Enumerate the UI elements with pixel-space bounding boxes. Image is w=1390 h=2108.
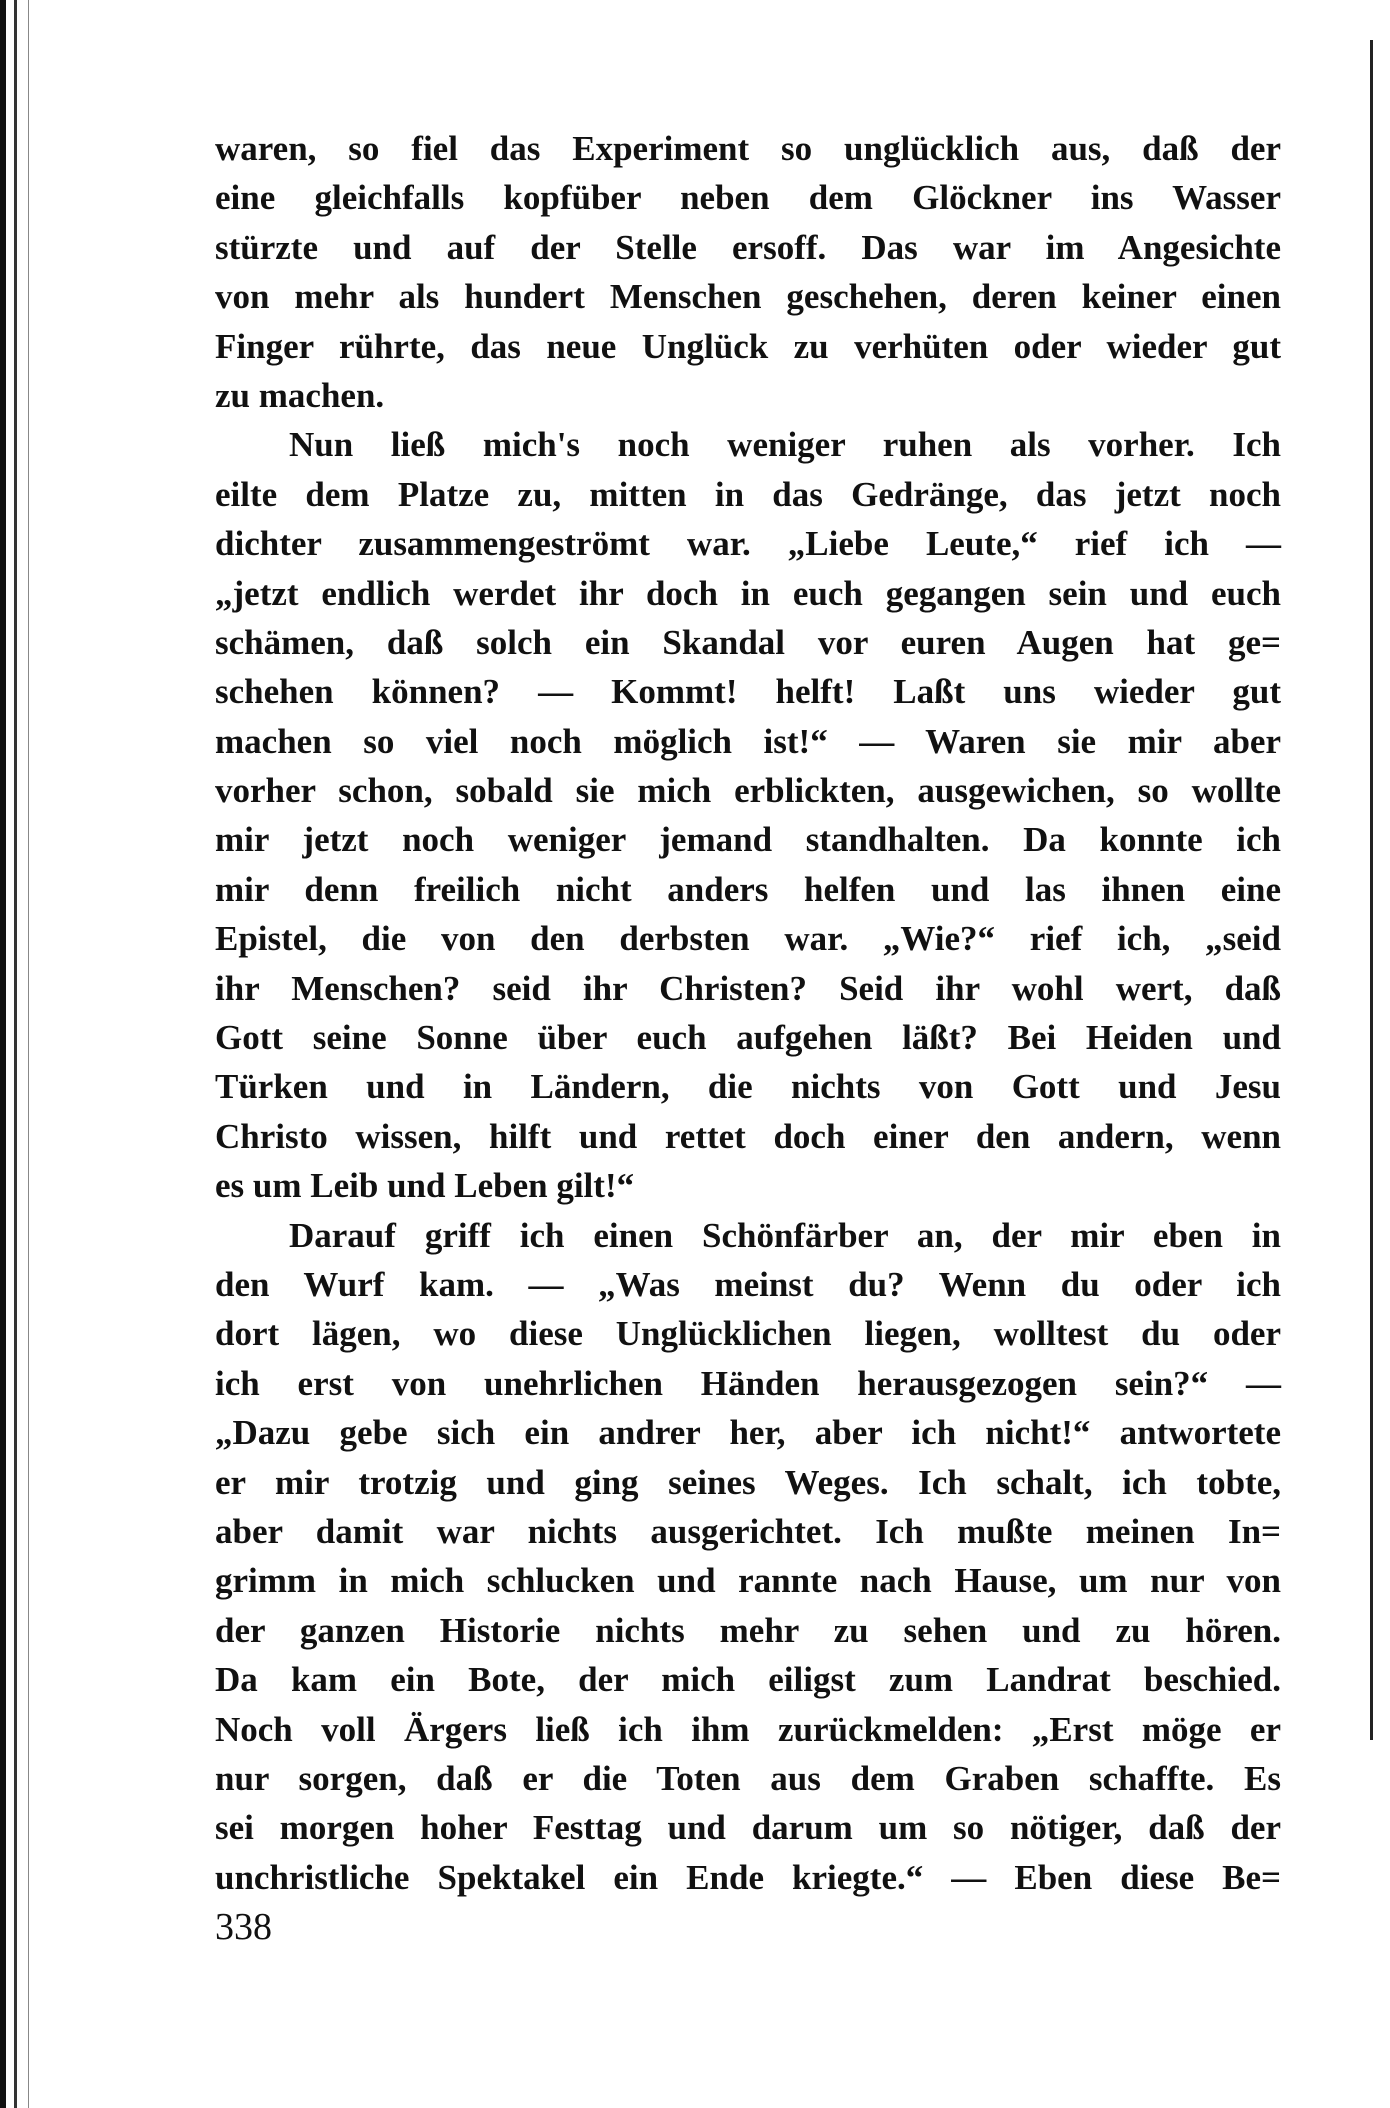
text-line: Da kam ein Bote, der mich eiligst zum Landrat beschied. <box>215 1660 1281 1700</box>
text-line: Nun ließ mich's noch weniger ruhen als vorher. Ich <box>289 425 1281 465</box>
body-text <box>215 124 1281 1902</box>
text-line: zu machen. <box>215 375 385 415</box>
scan-edge-left <box>0 0 6 2108</box>
page-number: 338 <box>215 1906 272 1948</box>
text-line: unchristliche Spektakel ein Ende kriegte.“ — Eben diese Be= <box>215 1857 1281 1897</box>
scan-edge-right <box>1370 40 1373 1740</box>
text-line: dichter zusammengeströmt war. „Liebe Leute,“ rief ich — <box>215 524 1281 564</box>
text-line: Darauf griff ich einen Schönfärber an, der mir eben in <box>289 1215 1281 1255</box>
text-line: „Dazu gebe sich ein andrer her, aber ich nicht!“ antwortete <box>215 1413 1281 1453</box>
text-line: schämen, daß solch ein Skandal vor euren Augen hat ge= <box>215 622 1281 662</box>
text-line: mir jetzt noch weniger jemand standhalten. Da konnte ich <box>215 820 1281 860</box>
text-line: Epistel, die von den derbsten war. „Wie?“ rief ich, „seid <box>215 919 1281 959</box>
text-line: es um Leib und Leben gilt!“ <box>215 1166 635 1206</box>
text-line: schehen können? — Kommt! helft! Laßt uns wieder gut <box>215 672 1281 712</box>
text-line: grimm in mich schlucken und rannte nach Hause, um nur von <box>215 1561 1281 1601</box>
text-line: dort lägen, wo diese Unglücklichen liegen, wolltest du oder <box>215 1314 1281 1354</box>
text-line: Gott seine Sonne über euch aufgehen läßt? Bei Heiden und <box>215 1018 1281 1058</box>
text-line: waren, so fiel das Experiment so unglücklich aus, daß der <box>215 129 1281 168</box>
text-line: den Wurf kam. — „Was meinst du? Wenn du oder ich <box>215 1264 1281 1304</box>
text-line: eine gleichfalls kopfüber neben dem Glöckner ins Wasser <box>215 178 1281 218</box>
text-line: machen so viel noch möglich ist!“ — Waren sie mir aber <box>215 721 1281 761</box>
text-line: „jetzt endlich werdet ihr doch in euch gegangen sein und euch <box>215 573 1281 613</box>
text-line: sei morgen hoher Festtag und darum um so nötiger, daß der <box>215 1808 1281 1848</box>
text-line: Noch voll Ärgers ließ ich ihm zurückmelden: „Erst möge er <box>215 1709 1281 1749</box>
text-line: vorher schon, sobald sie mich erblickten, ausgewichen, so wollte <box>215 771 1281 811</box>
text-line: eilte dem Platze zu, mitten in das Gedränge, das jetzt noch <box>215 474 1281 514</box>
text-line: ich erst von unehrlichen Händen herausgezogen sein?“ — <box>215 1363 1281 1403</box>
text-line: Türken und in Ländern, die nichts von Gott und Jesu <box>215 1067 1281 1107</box>
text-line: Christo wissen, hilft und rettet doch einer den andern, wenn <box>215 1116 1281 1156</box>
text-line: ihr Menschen? seid ihr Christen? Seid ihr wohl wert, daß <box>215 968 1281 1008</box>
text-line: er mir trotzig und ging seines Weges. Ich schalt, ich tobte, <box>215 1462 1281 1502</box>
text-line: der ganzen Historie nichts mehr zu sehen und zu hören. <box>215 1610 1281 1650</box>
scan-edge-left-line <box>14 0 17 2108</box>
text-line: Finger rührte, das neue Unglück zu verhüten oder wieder gut <box>215 326 1281 366</box>
text-line: aber damit war nichts ausgerichtet. Ich mußte meinen In= <box>215 1511 1281 1551</box>
scan-edge-left-faint <box>28 0 29 2108</box>
text-line: nur sorgen, daß er die Toten aus dem Graben schaffte. Es <box>215 1758 1281 1798</box>
text-line: stürzte und auf der Stelle ersoff. Das war im Angesichte <box>215 227 1281 267</box>
text-line: von mehr als hundert Menschen geschehen, deren keiner einen <box>215 277 1281 317</box>
text-line: mir denn freilich nicht anders helfen und las ihnen eine <box>215 869 1281 909</box>
